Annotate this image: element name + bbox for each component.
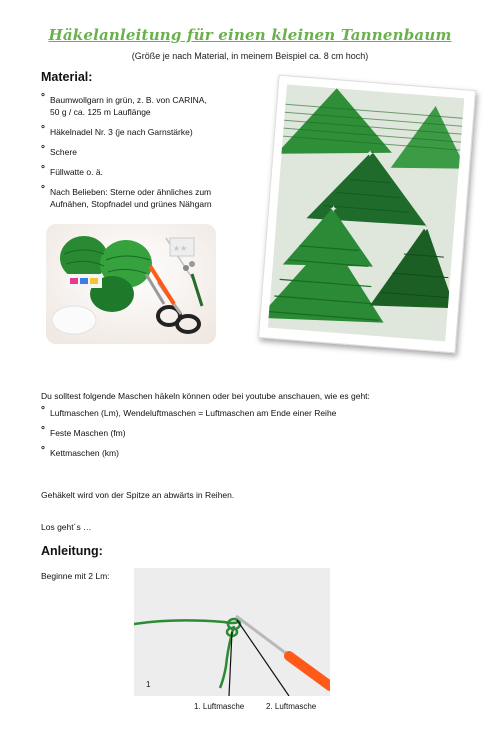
step1-photo bbox=[134, 568, 330, 696]
stitch-item: ° Luftmaschen (Lm), Wendeluftmaschen = Luftmaschen am Ende einer Reihe bbox=[41, 407, 481, 419]
lets-go-text: Los geht´s … bbox=[41, 522, 92, 532]
material-item: ° Häkelnadel Nr. 3 (je nach Garnstärke) bbox=[41, 126, 261, 138]
label-second-chain: 2. Luftmasche bbox=[266, 702, 317, 711]
instructions-heading: Anleitung: bbox=[41, 544, 103, 558]
material-item: ° Nach Belieben: Sterne oder ähnliches zum Aufnähen, Stopfnadel und grünes Nähgarn bbox=[41, 186, 261, 210]
svg-text:✦: ✦ bbox=[365, 148, 375, 161]
crochet-note: Gehäkelt wird von der Spitze an abwärts in Reihen. bbox=[41, 490, 235, 500]
stitches-list bbox=[41, 407, 481, 467]
svg-text:✦: ✦ bbox=[421, 223, 430, 234]
material-item: ° Füllwatte o. ä. bbox=[41, 166, 261, 178]
svg-text:✦: ✦ bbox=[328, 204, 339, 216]
stitch-item: ° Feste Maschen (fm) bbox=[41, 427, 481, 439]
stitch-item: ° Kettmaschen (km) bbox=[41, 447, 481, 459]
step1-text: Beginne mit 2 Lm: bbox=[41, 571, 110, 581]
material-heading: Material: bbox=[41, 70, 93, 84]
material-item: ° Baumwollgarn in grün, z. B. von CARINA, 50 g / ca. 125 m Lauflänge bbox=[41, 94, 261, 118]
document-subtitle: (Größe je nach Material, in meinem Beispiel ca. 8 cm hoch) bbox=[131, 51, 369, 61]
material-item: ° Schere bbox=[41, 146, 261, 158]
materials-photo bbox=[46, 224, 216, 344]
material-list bbox=[41, 94, 261, 218]
label-first-chain: 1. Luftmasche bbox=[194, 702, 245, 711]
document-title: Häkelanleitung für einen kleinen Tannenbaum bbox=[48, 26, 452, 44]
trees-photo bbox=[258, 75, 476, 354]
svg-text:★★: ★★ bbox=[173, 244, 188, 253]
stitches-intro: Du solltest folgende Maschen häkeln können oder bei youtube anschauen, wie es geht: bbox=[41, 391, 370, 401]
photo-number: 1 bbox=[146, 680, 151, 689]
